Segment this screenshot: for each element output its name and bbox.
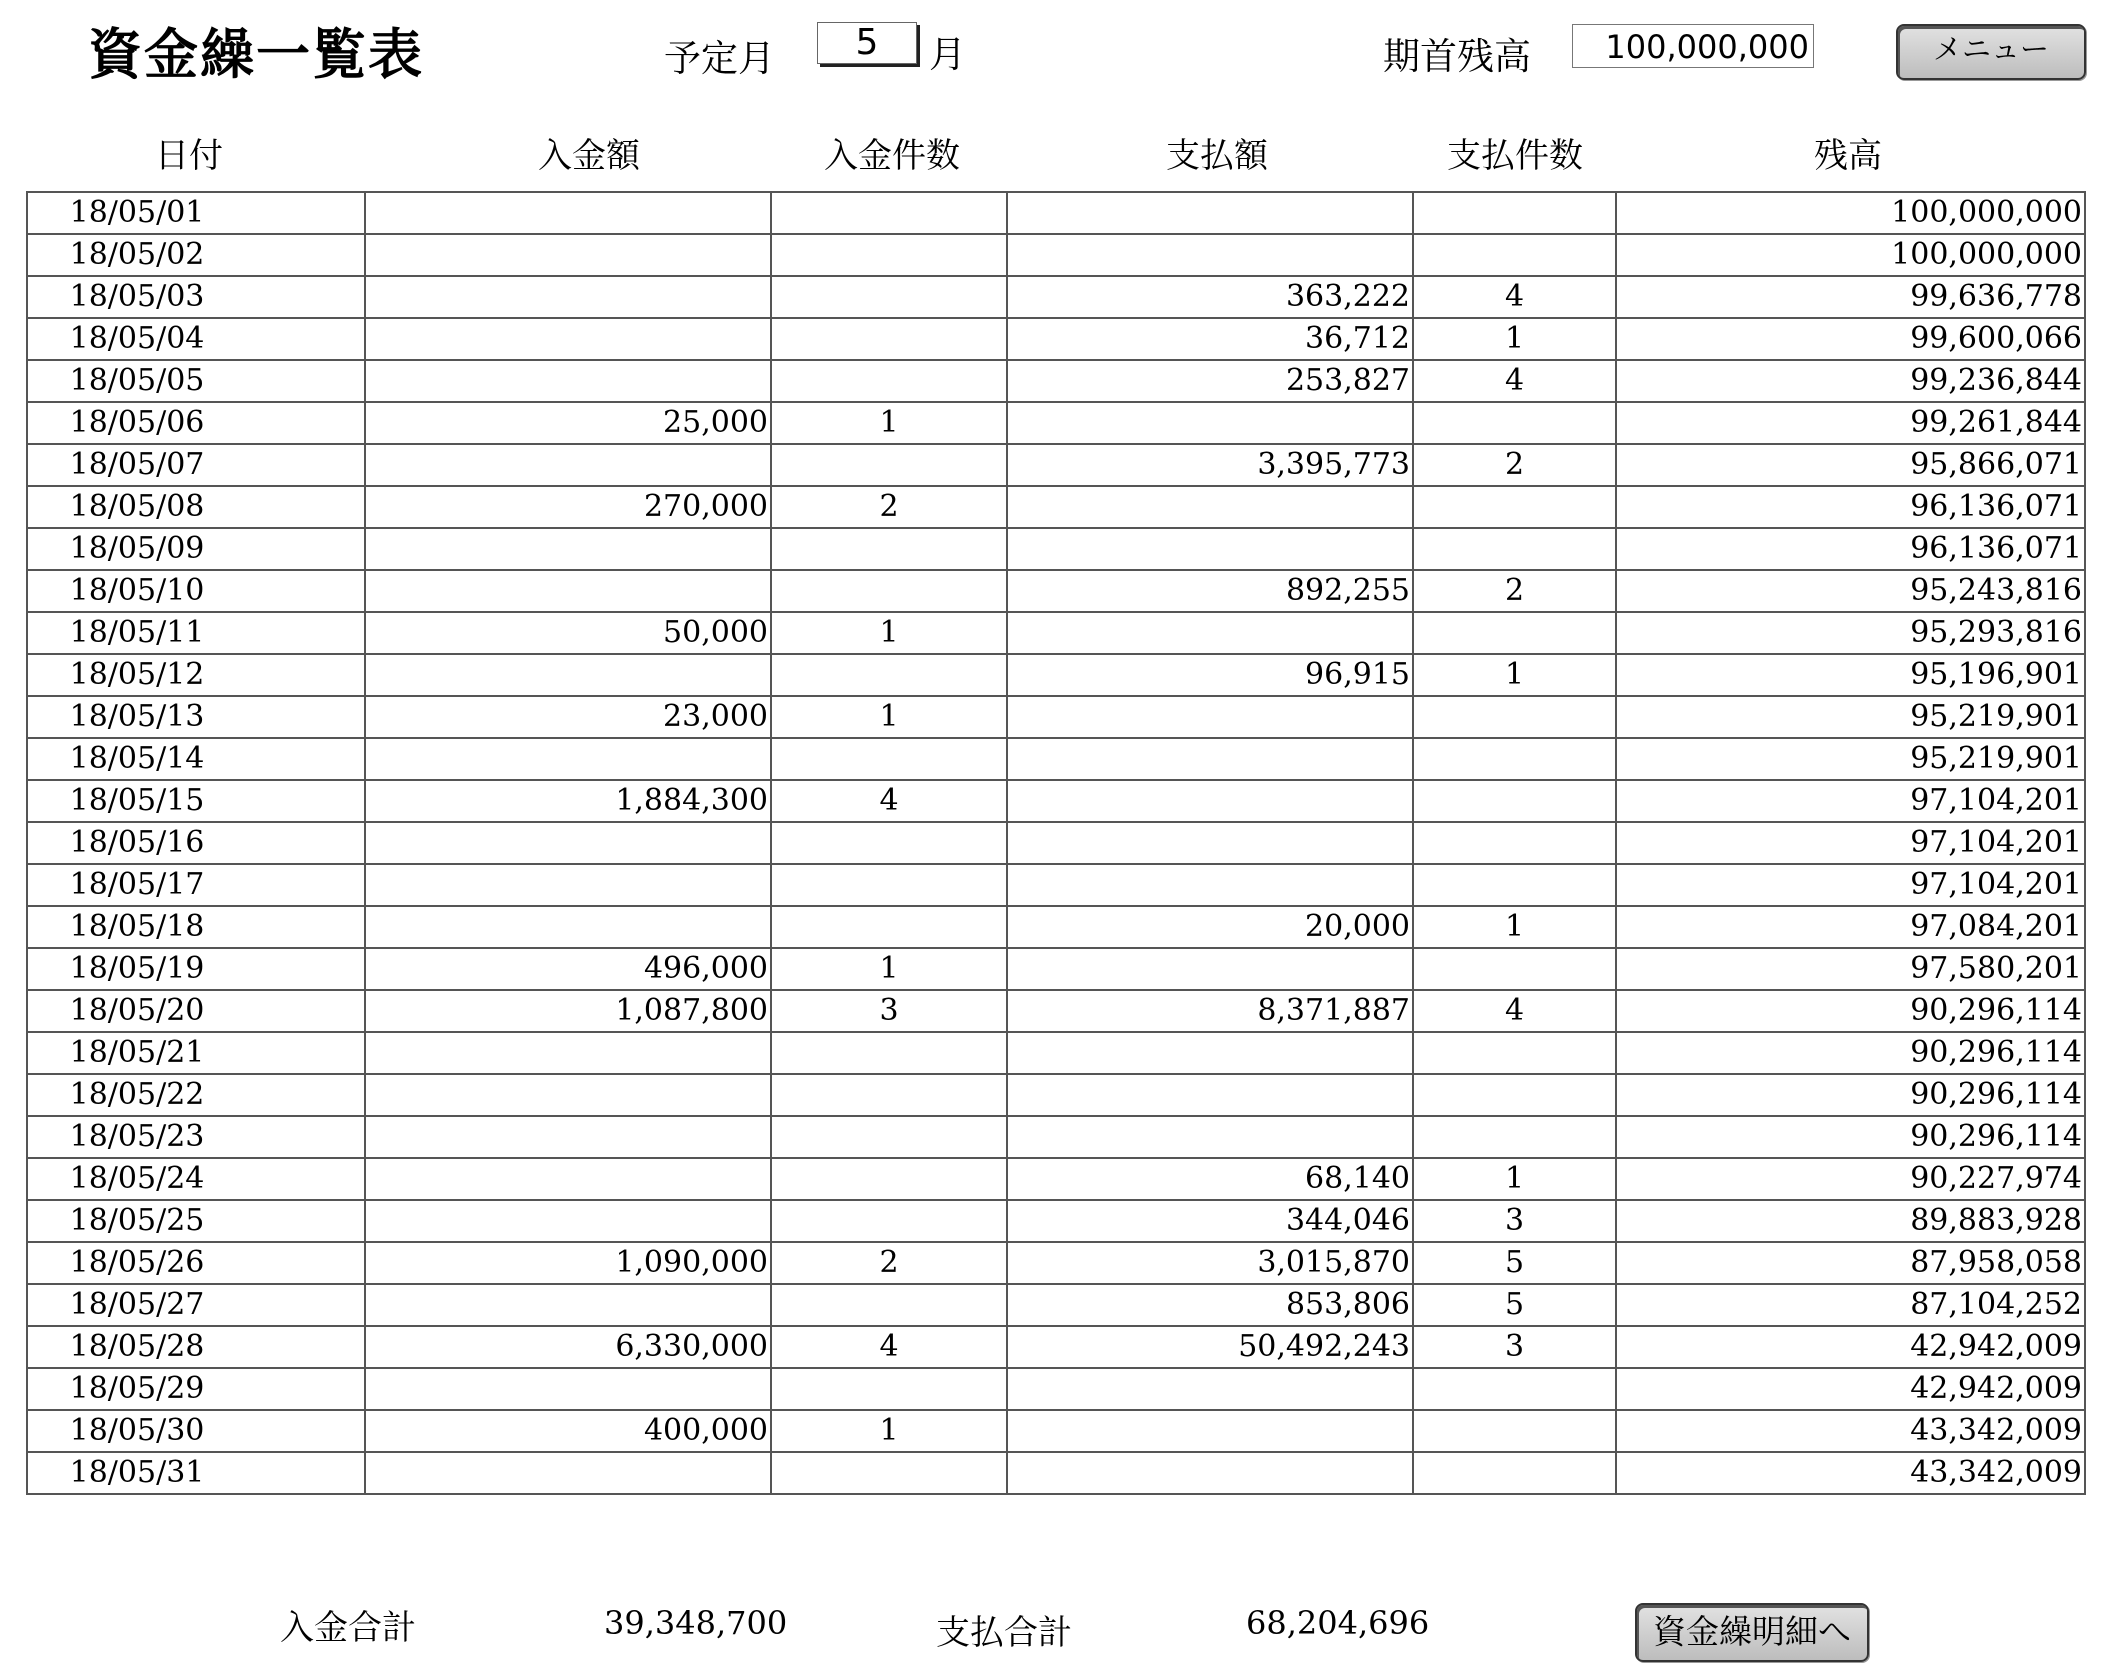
payment-cell: 853,806: [1007, 1284, 1413, 1326]
income-count-cell: 1: [771, 696, 1007, 738]
date-cell: 18/05/20: [27, 990, 365, 1032]
balance-cell: 99,236,844: [1616, 360, 2085, 402]
table-row: [27, 822, 2085, 864]
cashflow-table: [26, 191, 2086, 1495]
income-count-cell: 3: [771, 990, 1007, 1032]
income-count-cell: 1: [771, 948, 1007, 990]
payment-count-cell: [1413, 1368, 1616, 1410]
income-count-cell: 1: [771, 1410, 1007, 1452]
income-count-cell: 4: [771, 1326, 1007, 1368]
table-row: [27, 1032, 2085, 1074]
balance-cell: 97,084,201: [1616, 906, 2085, 948]
date-cell: 18/05/15: [27, 780, 365, 822]
date-cell: 18/05/05: [27, 360, 365, 402]
column-header-balance: 残高: [1814, 136, 1882, 176]
column-header-payment: 支払額: [1166, 136, 1268, 176]
table-row: [27, 1368, 2085, 1410]
balance-cell: 87,958,058: [1616, 1242, 2085, 1284]
payment-count-cell: [1413, 1410, 1616, 1452]
income-count-cell: [771, 1074, 1007, 1116]
income-cell: [365, 1200, 771, 1242]
payment-cell: [1007, 402, 1413, 444]
payment-count-cell: 2: [1413, 570, 1616, 612]
income-count-cell: 1: [771, 402, 1007, 444]
balance-cell: 96,136,071: [1616, 528, 2085, 570]
balance-cell: 96,136,071: [1616, 486, 2085, 528]
table-row: [27, 1326, 2085, 1368]
payment-cell: 892,255: [1007, 570, 1413, 612]
balance-cell: 89,883,928: [1616, 1200, 2085, 1242]
income-count-cell: [771, 1116, 1007, 1158]
balance-cell: 95,866,071: [1616, 444, 2085, 486]
payment-count-cell: [1413, 402, 1616, 444]
table-row: [27, 990, 2085, 1032]
payment-count-cell: [1413, 192, 1616, 234]
payment-count-cell: 3: [1413, 1200, 1616, 1242]
date-cell: 18/05/31: [27, 1452, 365, 1494]
income-cell: 270,000: [365, 486, 771, 528]
table-row: [27, 864, 2085, 906]
table-row: [27, 192, 2085, 234]
income-cell: [365, 864, 771, 906]
income-count-cell: [771, 234, 1007, 276]
table-row: [27, 1074, 2085, 1116]
income-count-cell: [771, 822, 1007, 864]
month-input[interactable]: 5: [817, 22, 917, 64]
payment-cell: [1007, 1116, 1413, 1158]
payment-cell: 3,395,773: [1007, 444, 1413, 486]
income-count-cell: 4: [771, 780, 1007, 822]
payment-total-label: 支払合計: [936, 1613, 1072, 1653]
table-row: [27, 234, 2085, 276]
table-row: [27, 1158, 2085, 1200]
payment-count-cell: 5: [1413, 1284, 1616, 1326]
month-suffix: 月: [929, 33, 966, 76]
menu-button[interactable]: メニュー: [1896, 24, 2086, 80]
cashflow-table-body: [27, 192, 2085, 1494]
payment-cell: [1007, 864, 1413, 906]
balance-cell: 95,293,816: [1616, 612, 2085, 654]
income-cell: [365, 654, 771, 696]
income-cell: 6,330,000: [365, 1326, 771, 1368]
payment-count-cell: 1: [1413, 318, 1616, 360]
payment-count-cell: [1413, 528, 1616, 570]
table-row: [27, 906, 2085, 948]
balance-cell: 97,104,201: [1616, 864, 2085, 906]
date-cell: 18/05/11: [27, 612, 365, 654]
payment-cell: 253,827: [1007, 360, 1413, 402]
table-row: [27, 444, 2085, 486]
balance-cell: 90,227,974: [1616, 1158, 2085, 1200]
table-row: [27, 1116, 2085, 1158]
payment-count-cell: [1413, 486, 1616, 528]
income-cell: [365, 1158, 771, 1200]
balance-cell: 87,104,252: [1616, 1284, 2085, 1326]
income-count-cell: [771, 444, 1007, 486]
payment-count-cell: [1413, 822, 1616, 864]
income-count-cell: [771, 864, 1007, 906]
date-cell: 18/05/12: [27, 654, 365, 696]
income-cell: [365, 1116, 771, 1158]
date-cell: 18/05/06: [27, 402, 365, 444]
date-cell: 18/05/13: [27, 696, 365, 738]
date-cell: 18/05/17: [27, 864, 365, 906]
income-count-cell: [771, 738, 1007, 780]
income-count-cell: [771, 1032, 1007, 1074]
payment-cell: [1007, 948, 1413, 990]
balance-cell: 43,342,009: [1616, 1410, 2085, 1452]
income-cell: 23,000: [365, 696, 771, 738]
cashflow-detail-button[interactable]: 資金繰明細へ: [1635, 1603, 1869, 1662]
table-row: [27, 1410, 2085, 1452]
table-row: [27, 1284, 2085, 1326]
payment-count-cell: [1413, 1452, 1616, 1494]
income-cell: 1,884,300: [365, 780, 771, 822]
income-count-cell: [771, 570, 1007, 612]
balance-cell: 97,104,201: [1616, 780, 2085, 822]
income-cell: [365, 1032, 771, 1074]
balance-cell: 99,600,066: [1616, 318, 2085, 360]
table-row: [27, 570, 2085, 612]
payment-cell: [1007, 1074, 1413, 1116]
date-cell: 18/05/21: [27, 1032, 365, 1074]
opening-balance-field[interactable]: 100,000,000: [1572, 24, 1814, 68]
income-count-cell: [771, 654, 1007, 696]
payment-cell: 50,492,243: [1007, 1326, 1413, 1368]
income-cell: [365, 1284, 771, 1326]
payment-count-cell: [1413, 1032, 1616, 1074]
date-cell: 18/05/28: [27, 1326, 365, 1368]
income-count-cell: [771, 192, 1007, 234]
payment-count-cell: 2: [1413, 444, 1616, 486]
column-header-income: 入金額: [538, 136, 640, 176]
table-row: [27, 318, 2085, 360]
income-count-cell: [771, 1200, 1007, 1242]
balance-cell: 95,219,901: [1616, 696, 2085, 738]
income-count-cell: 1: [771, 612, 1007, 654]
payment-cell: [1007, 1368, 1413, 1410]
table-row: [27, 360, 2085, 402]
income-cell: [365, 570, 771, 612]
payment-count-cell: 1: [1413, 906, 1616, 948]
date-cell: 18/05/29: [27, 1368, 365, 1410]
income-cell: 496,000: [365, 948, 771, 990]
date-cell: 18/05/01: [27, 192, 365, 234]
income-cell: 400,000: [365, 1410, 771, 1452]
date-cell: 18/05/08: [27, 486, 365, 528]
payment-count-cell: 4: [1413, 276, 1616, 318]
payment-cell: 36,712: [1007, 318, 1413, 360]
balance-cell: 42,942,009: [1616, 1368, 2085, 1410]
table-row: [27, 276, 2085, 318]
income-cell: 1,087,800: [365, 990, 771, 1032]
date-cell: 18/05/09: [27, 528, 365, 570]
payment-cell: [1007, 1032, 1413, 1074]
payment-cell: [1007, 696, 1413, 738]
table-row: [27, 780, 2085, 822]
table-row: [27, 948, 2085, 990]
payment-cell: [1007, 1452, 1413, 1494]
payment-cell: [1007, 738, 1413, 780]
income-count-cell: [771, 1158, 1007, 1200]
balance-cell: 90,296,114: [1616, 1032, 2085, 1074]
income-total-value: 39,348,700: [604, 1604, 788, 1642]
income-cell: [365, 1368, 771, 1410]
balance-cell: 90,296,114: [1616, 1116, 2085, 1158]
balance-cell: 42,942,009: [1616, 1326, 2085, 1368]
table-row: [27, 528, 2085, 570]
date-cell: 18/05/02: [27, 234, 365, 276]
table-row: [27, 1200, 2085, 1242]
date-cell: 18/05/04: [27, 318, 365, 360]
column-header-payment-count: 支払件数: [1447, 136, 1583, 176]
payment-cell: 344,046: [1007, 1200, 1413, 1242]
payment-count-cell: [1413, 1116, 1616, 1158]
balance-cell: 90,296,114: [1616, 1074, 2085, 1116]
payment-count-cell: [1413, 738, 1616, 780]
payment-cell: 96,915: [1007, 654, 1413, 696]
income-count-cell: [771, 1452, 1007, 1494]
balance-cell: 95,219,901: [1616, 738, 2085, 780]
income-cell: [365, 1452, 771, 1494]
table-row: [27, 1452, 2085, 1494]
payment-count-cell: 5: [1413, 1242, 1616, 1284]
income-cell: [365, 528, 771, 570]
payment-count-cell: 1: [1413, 1158, 1616, 1200]
income-cell: [365, 1074, 771, 1116]
payment-cell: 20,000: [1007, 906, 1413, 948]
opening-balance-label: 期首残高: [1383, 35, 1531, 78]
payment-cell: [1007, 234, 1413, 276]
income-cell: [365, 318, 771, 360]
payment-count-cell: [1413, 234, 1616, 276]
balance-cell: 99,636,778: [1616, 276, 2085, 318]
date-cell: 18/05/07: [27, 444, 365, 486]
income-count-cell: 2: [771, 1242, 1007, 1284]
balance-cell: 100,000,000: [1616, 192, 2085, 234]
payment-count-cell: 3: [1413, 1326, 1616, 1368]
date-cell: 18/05/24: [27, 1158, 365, 1200]
page-title: 資金繰一覧表: [88, 23, 424, 86]
income-count-cell: [771, 1284, 1007, 1326]
date-cell: 18/05/19: [27, 948, 365, 990]
income-cell: [365, 738, 771, 780]
income-cell: 1,090,000: [365, 1242, 771, 1284]
payment-count-cell: [1413, 612, 1616, 654]
balance-cell: 97,580,201: [1616, 948, 2085, 990]
table-row: [27, 654, 2085, 696]
date-cell: 18/05/22: [27, 1074, 365, 1116]
balance-cell: 43,342,009: [1616, 1452, 2085, 1494]
income-cell: [365, 192, 771, 234]
balance-cell: 99,261,844: [1616, 402, 2085, 444]
date-cell: 18/05/14: [27, 738, 365, 780]
payment-cell: [1007, 612, 1413, 654]
table-row: [27, 612, 2085, 654]
date-cell: 18/05/30: [27, 1410, 365, 1452]
income-count-cell: [771, 318, 1007, 360]
income-count-cell: [771, 360, 1007, 402]
column-header-income-count: 入金件数: [824, 136, 960, 176]
income-count-cell: 2: [771, 486, 1007, 528]
payment-count-cell: [1413, 696, 1616, 738]
payment-cell: [1007, 192, 1413, 234]
column-header-date: 日付: [155, 136, 223, 176]
income-cell: 25,000: [365, 402, 771, 444]
payment-cell: 8,371,887: [1007, 990, 1413, 1032]
date-cell: 18/05/10: [27, 570, 365, 612]
balance-cell: 95,243,816: [1616, 570, 2085, 612]
table-row: [27, 486, 2085, 528]
income-cell: [365, 360, 771, 402]
payment-cell: 3,015,870: [1007, 1242, 1413, 1284]
date-cell: 18/05/26: [27, 1242, 365, 1284]
payment-count-cell: [1413, 780, 1616, 822]
payment-count-cell: [1413, 1074, 1616, 1116]
payment-count-cell: [1413, 948, 1616, 990]
income-count-cell: [771, 528, 1007, 570]
payment-cell: [1007, 1410, 1413, 1452]
income-cell: [365, 234, 771, 276]
payment-count-cell: 4: [1413, 360, 1616, 402]
month-label: 予定月: [664, 37, 775, 80]
date-cell: 18/05/27: [27, 1284, 365, 1326]
table-row: [27, 402, 2085, 444]
payment-cell: 363,222: [1007, 276, 1413, 318]
balance-cell: 100,000,000: [1616, 234, 2085, 276]
date-cell: 18/05/16: [27, 822, 365, 864]
date-cell: 18/05/03: [27, 276, 365, 318]
payment-cell: [1007, 486, 1413, 528]
income-cell: [365, 444, 771, 486]
date-cell: 18/05/25: [27, 1200, 365, 1242]
payment-count-cell: [1413, 864, 1616, 906]
date-cell: 18/05/23: [27, 1116, 365, 1158]
income-count-cell: [771, 1368, 1007, 1410]
balance-cell: 95,196,901: [1616, 654, 2085, 696]
balance-cell: 97,104,201: [1616, 822, 2085, 864]
income-total-label: 入金合計: [280, 1608, 416, 1648]
payment-count-cell: 1: [1413, 654, 1616, 696]
payment-cell: 68,140: [1007, 1158, 1413, 1200]
income-count-cell: [771, 276, 1007, 318]
payment-count-cell: 4: [1413, 990, 1616, 1032]
payment-cell: [1007, 822, 1413, 864]
table-row: [27, 1242, 2085, 1284]
income-cell: [365, 822, 771, 864]
date-cell: 18/05/18: [27, 906, 365, 948]
table-row: [27, 738, 2085, 780]
table-row: [27, 696, 2085, 738]
income-cell: [365, 906, 771, 948]
payment-total-value: 68,204,696: [1246, 1604, 1430, 1642]
income-count-cell: [771, 906, 1007, 948]
payment-cell: [1007, 528, 1413, 570]
income-cell: [365, 276, 771, 318]
payment-cell: [1007, 780, 1413, 822]
income-cell: 50,000: [365, 612, 771, 654]
balance-cell: 90,296,114: [1616, 990, 2085, 1032]
